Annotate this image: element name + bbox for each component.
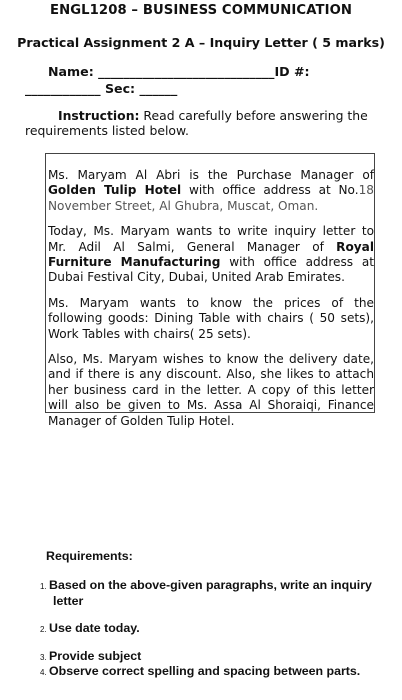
p2-part-a: Today, Ms. Maryam wants to write inquiry letter to Mr. Adil Al Salmi, General Manager of bbox=[48, 224, 374, 254]
sec-value-blank: ______ bbox=[139, 81, 178, 96]
scenario-paragraph-3: Ms. Maryam wants to know the prices of the following goods: Dining Table with chairs ( 50 sets), Work Tables with chairs( 25 sets). bbox=[48, 295, 374, 341]
sec-blank: ____________ bbox=[25, 81, 101, 96]
requirement-number: 2. bbox=[40, 625, 47, 634]
p1-number: 18 bbox=[358, 183, 374, 198]
id-label: ID #: bbox=[274, 64, 310, 79]
requirement-number: 4. bbox=[40, 668, 47, 677]
scenario-paragraph-4: Also, Ms. Maryam wishes to know the delivery date, and if there is any discount. Also, she likes to attach her business card in the letter. A copy of this letter will also be given to Ms. Assa Al Shoraiqi, Finance Manager of Golden Tulip Hotel. bbox=[48, 352, 374, 428]
name-id-line bbox=[48, 64, 310, 79]
sec-label: Sec: bbox=[104, 81, 136, 96]
requirement-item bbox=[40, 621, 380, 637]
requirement-text: Observe correct spelling and spacing between parts. bbox=[49, 664, 361, 678]
scenario-paragraph-2 bbox=[48, 224, 374, 286]
name-blank: ____________________________ bbox=[98, 64, 275, 79]
scenario-text bbox=[48, 168, 374, 429]
requirement-text: Use date today. bbox=[49, 621, 140, 635]
course-title: ENGL1208 – BUSINESS COMMUNICATION bbox=[49, 3, 353, 18]
instruction-label: Instruction: bbox=[58, 108, 140, 123]
assignment-title: Practical Assignment 2 A – Inquiry Letter ( 5 marks) bbox=[17, 35, 385, 50]
requirement-number: 1. bbox=[40, 582, 47, 591]
requirement-text: Based on the above-given paragraphs, write an inquiry bbox=[49, 578, 372, 592]
p1-part-c: November Street, Al Ghubra, Muscat, Oman. bbox=[48, 198, 319, 213]
hotel-name: Golden Tulip Hotel bbox=[48, 183, 182, 198]
company-name: Royal Furniture Manufacturing bbox=[48, 239, 374, 270]
scenario-paragraph-1 bbox=[48, 168, 374, 214]
requirement-number: 3. bbox=[40, 653, 47, 662]
instruction bbox=[25, 108, 377, 138]
requirement-item bbox=[40, 664, 380, 680]
requirement-text-continued: letter bbox=[53, 594, 84, 608]
requirements-heading: Requirements: bbox=[46, 549, 133, 563]
requirement-item bbox=[40, 649, 380, 665]
p1-part-b: with office address at No. bbox=[188, 183, 359, 198]
p1-part-a: Ms. Maryam Al Abri is the Purchase Manager of bbox=[48, 168, 374, 182]
requirement-text: Provide subject bbox=[49, 649, 142, 663]
name-label: Name: bbox=[48, 64, 94, 79]
sec-line bbox=[25, 81, 177, 96]
instruction-text: Read carefully before answering the requirements listed below. bbox=[25, 108, 368, 138]
p2-part-b: with office address at Dubai Festival City, Dubai, United Arab Emirates. bbox=[48, 255, 374, 285]
requirement-item bbox=[40, 578, 380, 609]
